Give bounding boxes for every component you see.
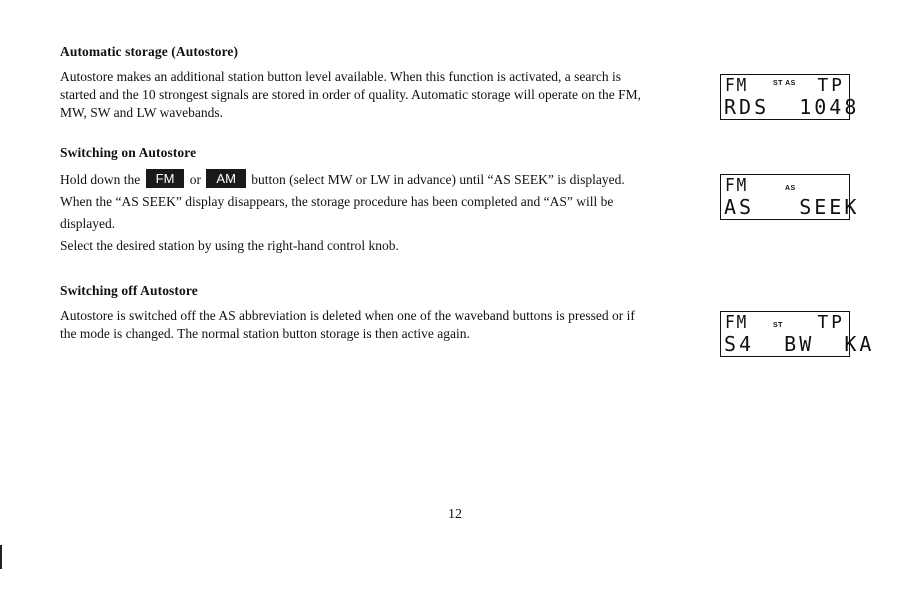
display-text: AS SEEK: [724, 195, 860, 219]
display-indicator: AS: [785, 185, 796, 192]
as-seek-description: When the “AS SEEK” display disappears, the storage procedure has been completed and “AS” will be displayed.: [60, 194, 614, 231]
display-tp: TP: [817, 312, 845, 333]
switching-off-section: [60, 283, 650, 343]
display-band: FM: [725, 175, 749, 196]
display-as-seek: [720, 174, 860, 220]
page-edge-mark: [0, 545, 2, 569]
switching-on-section: [60, 145, 650, 257]
display-text: RDS 1048: [724, 95, 860, 119]
display-band: FM: [725, 312, 749, 333]
switching-on-heading: Switching on Autostore: [60, 145, 197, 160]
display-indicator: ST AS: [773, 80, 796, 87]
am-button: AM: [206, 169, 246, 188]
instruction-text-start: Hold down the: [60, 172, 141, 187]
instruction-text-or: or: [189, 172, 202, 187]
autostore-section: [60, 44, 650, 122]
display-indicator: ST: [773, 322, 783, 329]
page-number: 12: [448, 507, 462, 522]
switching-on-instruction: [60, 169, 650, 191]
instruction-text-end: button (select MW or LW in advance) until “AS SEEK” is displayed.: [251, 172, 625, 187]
switching-off-description: Autostore is switched off the AS abbreviation is deleted when one of the waveband buttons is pressed or if the mode is changed. The normal station button storage is then active again.: [60, 308, 635, 341]
fm-button: FM: [146, 169, 185, 188]
display-tp: TP: [817, 75, 845, 96]
display-station: [720, 311, 875, 357]
display-band: FM: [725, 75, 749, 96]
display-rds: [720, 74, 860, 120]
switching-off-heading: Switching off Autostore: [60, 283, 198, 298]
display-text: S4 BW KA: [724, 332, 875, 356]
select-station-description: Select the desired station by using the right-hand control knob.: [60, 238, 399, 253]
autostore-description: Autostore makes an additional station button level available. When this function is activated, a search is started and the 10 strongest signals are stored in order of quality. Automatic storage will operate on the FM, MW, SW and LW wavebands.: [60, 69, 641, 120]
autostore-heading: Automatic storage (Autostore): [60, 44, 239, 59]
